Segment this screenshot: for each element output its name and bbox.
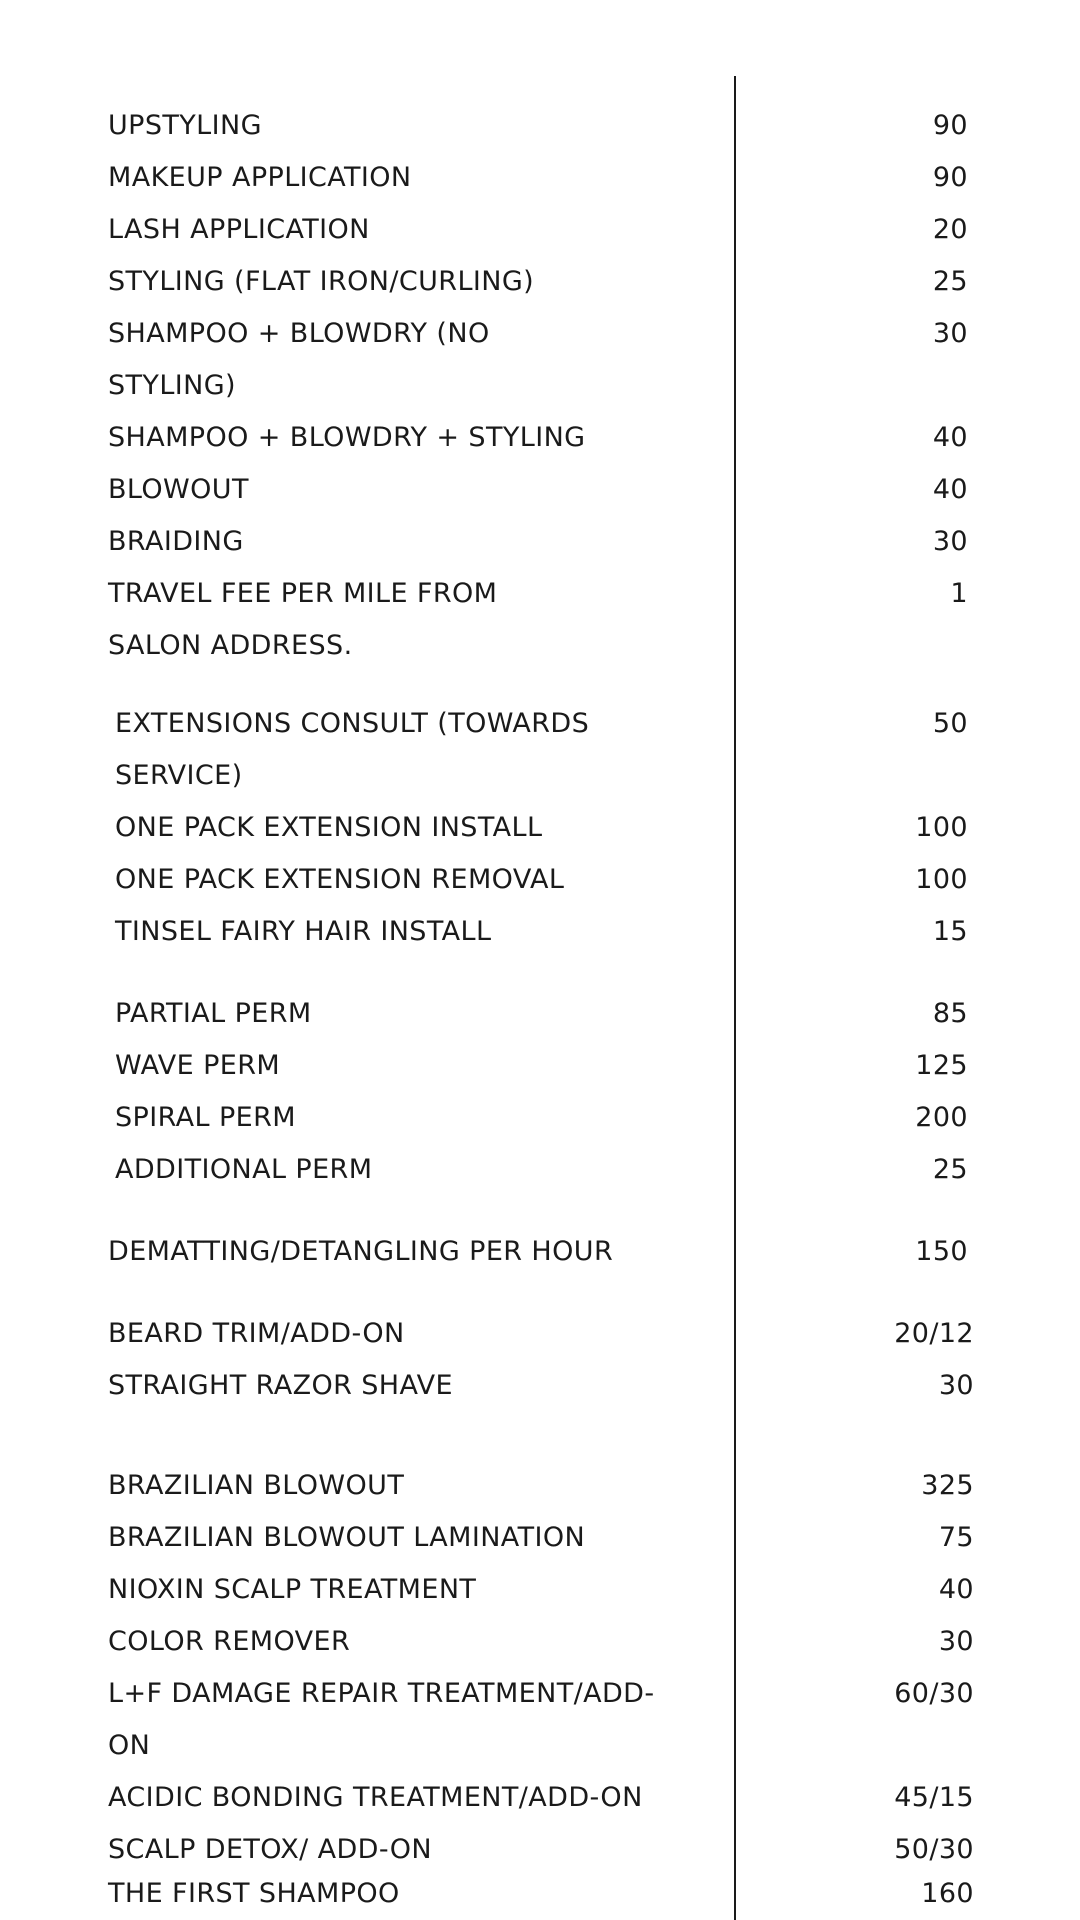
service-price: 125 xyxy=(915,1050,968,1081)
service-price: 1 xyxy=(950,578,968,609)
service-price: 85 xyxy=(932,998,968,1029)
service-price: 40 xyxy=(938,1574,974,1605)
service-name: WAVE PERM xyxy=(115,1050,281,1081)
service-name: PARTIAL PERM xyxy=(115,998,312,1029)
service-price: 40 xyxy=(932,422,968,453)
service-price: 30 xyxy=(932,318,968,349)
service-name: ONE PACK EXTENSION INSTALL xyxy=(115,812,543,843)
list-item xyxy=(0,568,1080,661)
list-item xyxy=(0,1868,1080,1920)
service-price: 30 xyxy=(938,1626,974,1657)
service-price: 160 xyxy=(921,1878,974,1909)
service-price: 25 xyxy=(932,266,968,297)
service-price: 30 xyxy=(932,526,968,557)
list-item xyxy=(0,464,1080,516)
list-item xyxy=(0,988,1080,1040)
list-item xyxy=(0,1226,1080,1278)
list-item xyxy=(0,412,1080,464)
service-name: SPIRAL PERM xyxy=(115,1102,296,1133)
service-name: EXTENSIONS CONSULT (TOWARDS SERVICE) xyxy=(115,708,590,791)
list-item xyxy=(0,204,1080,256)
service-name: ACIDIC BONDING TREATMENT/ADD-ON xyxy=(108,1782,643,1813)
service-name: BLOWOUT xyxy=(108,474,249,505)
list-item xyxy=(0,1616,1080,1668)
service-price: 15 xyxy=(932,916,968,947)
service-price: 25 xyxy=(932,1154,968,1185)
service-price: 60/30 xyxy=(894,1678,974,1709)
service-name: L+F DAMAGE REPAIR TREATMENT/ADD- ON xyxy=(108,1678,655,1761)
service-name: SCALP DETOX/ ADD-ON xyxy=(108,1834,433,1865)
service-price: 75 xyxy=(938,1522,974,1553)
service-price: 200 xyxy=(915,1102,968,1133)
list-item xyxy=(0,1308,1080,1360)
service-name: BRAIDING xyxy=(108,526,244,557)
list-item xyxy=(0,1460,1080,1512)
service-name: COLOR REMOVER xyxy=(108,1626,351,1657)
service-name: SHAMPOO + BLOWDRY (NO STYLING) xyxy=(108,318,490,401)
service-price: 40 xyxy=(932,474,968,505)
service-price: 50 xyxy=(932,708,968,739)
service-name: DEMATTING/DETANGLING PER HOUR xyxy=(108,1236,614,1267)
service-price: 20/12 xyxy=(894,1318,974,1349)
service-name: TRAVEL FEE PER MILE FROM SALON ADDRESS. xyxy=(108,578,498,661)
service-name: UPSTYLING xyxy=(108,110,262,141)
list-item xyxy=(0,1144,1080,1196)
list-item xyxy=(0,1668,1080,1761)
list-item xyxy=(0,1512,1080,1564)
service-name: BRAZILIAN BLOWOUT xyxy=(108,1470,405,1501)
service-name: BRAZILIAN BLOWOUT LAMINATION xyxy=(108,1522,586,1553)
service-name: SHAMPOO + BLOWDRY + STYLING xyxy=(108,422,586,453)
list-item xyxy=(0,152,1080,204)
list-item xyxy=(0,1092,1080,1144)
service-name: ADDITIONAL PERM xyxy=(115,1154,373,1185)
list-item xyxy=(0,854,1080,906)
service-name: STRAIGHT RAZOR SHAVE xyxy=(108,1370,453,1401)
list-item xyxy=(0,100,1080,152)
service-price: 325 xyxy=(921,1470,974,1501)
service-price: 100 xyxy=(915,812,968,843)
service-name: NIOXIN SCALP TREATMENT xyxy=(108,1574,477,1605)
list-item xyxy=(0,256,1080,308)
service-name: TINSEL FAIRY HAIR INSTALL xyxy=(115,916,492,947)
list-item xyxy=(0,906,1080,958)
service-name: BEARD TRIM/ADD-ON xyxy=(108,1318,405,1349)
service-name: LASH APPLICATION xyxy=(108,214,370,245)
list-item xyxy=(0,698,1080,791)
service-price: 100 xyxy=(915,864,968,895)
service-price: 150 xyxy=(915,1236,968,1267)
service-price: 90 xyxy=(932,162,968,193)
list-item xyxy=(0,1360,1080,1412)
list-item xyxy=(0,1564,1080,1616)
service-name: THE FIRST SHAMPOO xyxy=(108,1878,400,1909)
list-item xyxy=(0,1040,1080,1092)
list-item xyxy=(0,802,1080,854)
service-price: 90 xyxy=(932,110,968,141)
list-item xyxy=(0,516,1080,568)
service-price: 45/15 xyxy=(894,1782,974,1813)
service-price: 30 xyxy=(938,1370,974,1401)
list-item xyxy=(0,308,1080,401)
service-name: MAKEUP APPLICATION xyxy=(108,162,412,193)
list-item xyxy=(0,1772,1080,1824)
service-name: STYLING (FLAT IRON/CURLING) xyxy=(108,266,535,297)
service-name: ONE PACK EXTENSION REMOVAL xyxy=(115,864,565,895)
service-price: 20 xyxy=(932,214,968,245)
service-price: 50/30 xyxy=(894,1834,974,1865)
